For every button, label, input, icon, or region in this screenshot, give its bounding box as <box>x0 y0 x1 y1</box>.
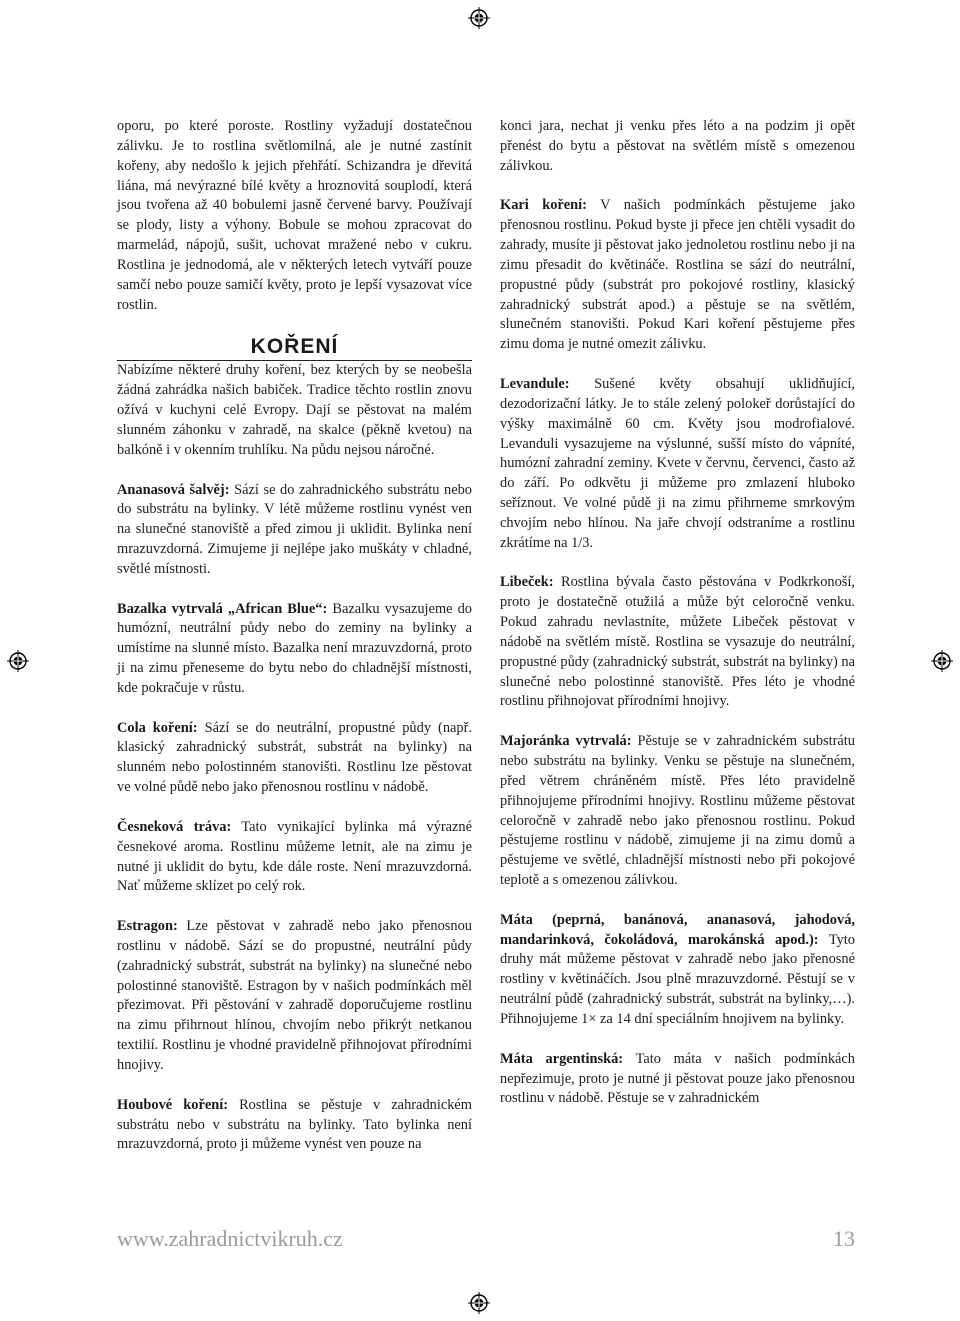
entry-term: Máta (peprná, banánová, ananasová, jahodová, mandarinková, čokoládová, marokánská apod.): <box>500 911 855 948</box>
section-title: KOŘENÍ <box>117 335 472 361</box>
entry-cola-koreni <box>117 719 472 798</box>
entry-term: Estragon: <box>117 918 178 935</box>
registration-mark-top-icon <box>468 7 490 29</box>
entry-term: Majoránka vytrvalá: <box>500 733 632 750</box>
entry-text: Tato vynikající bylinka má výrazné česnekové aroma. Rostlinu můžeme letnit, ale na zimu je nutné ji uklidit do bytu, kde dále roste. Není mrazuvzdorná. Nať můžeme sklízet po celý rok. <box>117 818 472 895</box>
left-column <box>117 117 472 1155</box>
footer-website-link[interactable]: www.zahradnictvikruh.cz <box>117 1226 343 1251</box>
entry-libecek <box>500 573 855 712</box>
entry-mata <box>500 911 855 1030</box>
entry-kari-koreni <box>500 196 855 355</box>
entry-ananasova-salvej <box>117 481 472 580</box>
left-intro-paragraph: oporu, po které poroste. Rostliny vyžadují dostatečnou zálivku. Je to rostlina světlomilná, ale je nutné zastínit kořeny, aby nedošlo k jejich přehřátí. Schizandra je dřevitá liána, má nevýrazné bílé květy a hroznovitá souplodí, která jsou tvořena až 40 bobulemi jasně červené barvy. Používají se plody, listy a výhony. Bobule se mohou zpracovat do marmelád, nápojů, sušit, uchovat mražené nebo v cukru. Rostlina je jednodomá, ale v některých letech vytváří pouze samčí nebo pouze samičí květy, proto je lepší vysazovat více rostlin. <box>117 118 472 313</box>
entry-text: Bazalku vysazujeme do humózní, neutrální půdy nebo do zeminy na bylinky a umístíme na slunné místo. Bazalka není mrazuvzdorná, proto ji na zimu přeneseme do bytu nebo do chladnější místnosti, kde pokračuje v růstu. <box>117 600 472 696</box>
entry-text: V našich podmínkách pěstujeme jako přenosnou rostlinu. Pokud byste ji přece jen chtěli vysadit do zahrady, musíte ji pěstovat jako jednoletou rostlinu nebo ji na zimu přesadit do květináče. Rostlina se sází do neutrální, propustné půdy (substrát pro pokojové rostliny, klasický zahradnický substrát apod.) a pěstuje se na světlém, slunečném stanovišti. Pokud Kari koření pěstujeme přes zimu doma je nutné omezit zálivku. <box>500 197 855 353</box>
entry-term: Česneková tráva: <box>117 818 232 835</box>
entry-term: Máta argentinská: <box>500 1050 624 1067</box>
entry-text: Sušené květy obsahují uklidňující, dezodorizační látky. Je to stále zelený polokeř dorůstající do výšky maximálně 60 cm. Květy jsou modrofialové. Levanduli vysazujeme na výslunné, sušší místo do vápníté, humózní zahradní zeminy. Kvete v červnu, červenci, často až do září. Po odkvětu ji můžeme pro zmlazení hluboko seříznout. Ve volné půdě ji na zimu přihrneme smrkovým chvojím nebo hlínou. Na jaře chvojí odstraníme a rostlinu zkrátíme na 1/3. <box>500 375 855 551</box>
entry-term: Cola koření: <box>117 719 198 736</box>
entry-text: Lze pěstovat v zahradě nebo jako přenosnou rostlinu v nádobě. Sází se do propustné, neutrální půdy (zahradnický substrát, substrát na bylinky) na slunečné nebo polostinné stanoviště. Estragon by v našich podmínkách měl přezimovat. Při pěstování v zahradě doporučujeme rostlinu na zimu přihrnout hlínou, chvojím nebo přikrýt netkanou textilií. Rostlinu je vhodné pravidelně přihnojovat přírodními hnojivy. <box>117 918 472 1073</box>
entry-text: Rostlina se pěstuje v zahradnickém substrátu nebo v substrátu na bylinky. Tato bylinka není mrazuvzdorná, proto ji můžeme vynést ven pouze na <box>117 1096 472 1153</box>
entry-term: Houbové koření: <box>117 1096 229 1113</box>
entry-term: Ananasová šalvěj: <box>117 481 230 498</box>
entry-text: Sází se do zahradnického substrátu nebo do substrátu na bylinky. V létě můžeme rostlinu vynést ven na slunečné stanoviště a před zimou ji uklidit. Bylinka není mrazuvzdorná. Zimujeme ji nejlépe jako muškáty v chladné, světlé místnosti. <box>117 481 472 577</box>
entry-term: Kari koření: <box>500 197 587 214</box>
entry-houbove-koreni <box>117 1096 472 1156</box>
entry-estragon <box>117 917 472 1076</box>
entry-text: Tyto druhy mát můžeme pěstovat v zahradě nebo jako přenosné rostliny v květináčích. Jsou plně mrazuvzdorné. Pěstují se v neutrální půdě (zahradnický substrát, substrát na bylinky,…). Přihnojujeme 1× za 14 dní speciálním hnojivem na bylinky. <box>500 931 855 1027</box>
entry-text: Tato máta v našich podmínkách nepřezimuje, proto je nutné ji pěstovat pouze jako přenosnou rostlinu v nádobě. Pěstuje se v zahradnickém <box>500 1050 855 1107</box>
entry-bazalka <box>117 600 472 699</box>
right-column <box>500 117 855 1109</box>
registration-mark-right-icon <box>931 650 953 672</box>
registration-mark-left-icon <box>7 650 29 672</box>
entry-levandule <box>500 375 855 554</box>
entry-term: Bazalka vytrvalá „African Blue“: <box>117 600 328 617</box>
entry-majoranka <box>500 732 855 891</box>
entry-term: Libeček: <box>500 574 554 591</box>
entry-text: Rostlina bývala často pěstována v Podkrkonoší, proto je dostatečně otužilá a může být celoročně venku. Pokud zahradu nevlastníte, můžete Libeček pěstovat v nádobě na světlém místě. Rostlina se vysazuje do neutrální, propustné půdy (zahradnický substrát, substrát na bylinky) na slunečné nebo polostinné stanoviště. Přes léto je vhodné rostlinu přihnojovat přírodními hnojivy. <box>500 574 855 710</box>
entry-text: Sází se do neutrální, propustné půdy (např. klasický zahradnický substrát, substrát na bylinky) na slunném nebo polostinném stanovišti. Rostlinu lze pěstovat ve volné půdě nebo jako přenosnou rostlinu v nádobě. <box>117 719 472 796</box>
entry-term: Levandule: <box>500 375 570 392</box>
entry-cesnekova-trava <box>117 818 472 897</box>
entry-mata-argentinska <box>500 1050 855 1110</box>
registration-mark-bottom-icon <box>468 1292 490 1314</box>
section-intro-paragraph: Nabízíme některé druhy koření, bez kterých by se neobešla žádná zahrádka našich babiček. Tradice těchto rostlin znovu ožívá v kuchyni celé Evropy. Dají se pěstovat na malém slunném záhonku v zahradě, na skalce (pěkně kvetou) na balkóně i v okenním truhlíku. Na půdu nejsou náročné. <box>117 362 472 458</box>
right-intro-paragraph: konci jara, nechat ji venku přes léto a na podzim ji opět přenést do bytu a pěstovat na světlém místě s omezenou zálivkou. <box>500 118 855 174</box>
entry-text: Pěstuje se v zahradnickém substrátu nebo substrátu na bylinky. Venku se pěstuje na slunečném, před větrem chráněném místě. Přes léto pravidelně přihnojujeme přírodními hnojivy. Rostlinu můžeme pěstovat celoročně v zahradě nebo jako přenosnou rostlinu. Pokud pěstujeme rostlinu v nádobě, zimujeme ji na zimu domů a pěstujeme ve světlé, chladnější místnosti nebo při pokojové teplotě a s omezenou zálivkou. <box>500 733 855 889</box>
page-number: 13 <box>833 1226 855 1251</box>
